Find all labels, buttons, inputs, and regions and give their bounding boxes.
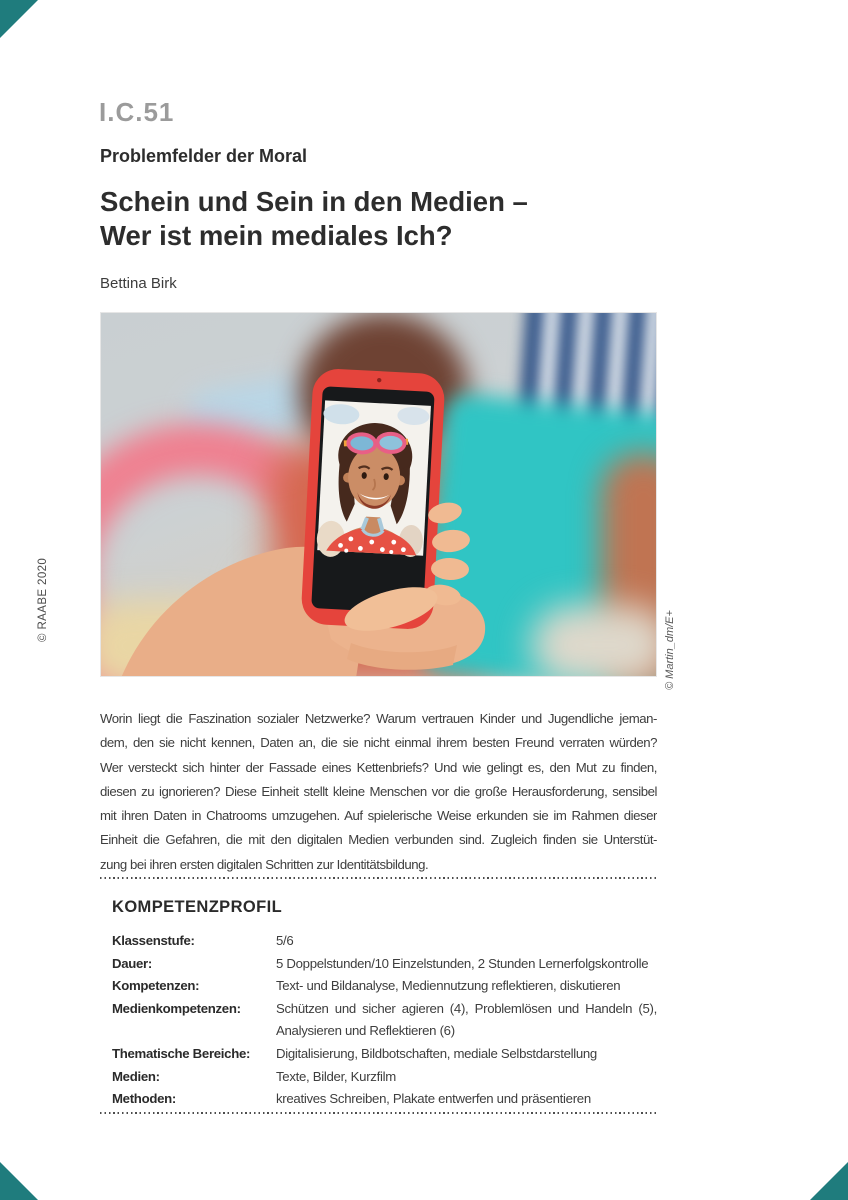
cover-photo	[100, 312, 657, 677]
table-row	[112, 1088, 657, 1111]
intro-paragraph	[100, 707, 657, 877]
row-value: 5 Doppelstunden/10 Einzelstunden, 2 Stunden Lernerfolgskontrolle	[276, 955, 649, 971]
intro-line: diesen zu ignorieren? Diese Einheit stellt kleine Menschen vor die große Herausforderung, sensibel	[100, 783, 657, 799]
row-label: Klassenstufe:	[112, 933, 195, 948]
row-value-line: Analysieren und Reflektieren (6)	[276, 1023, 455, 1039]
row-value	[276, 998, 657, 1043]
unit-code: I.C.51	[99, 97, 175, 127]
main-title	[100, 185, 528, 253]
competence-profile-table	[112, 930, 657, 1111]
table-row	[112, 975, 657, 998]
row-value: kreatives Schreiben, Plakate entwerfen und präsentieren	[276, 1091, 591, 1107]
row-label: Methoden:	[112, 1091, 176, 1107]
table-row	[112, 1066, 657, 1089]
intro-line: Wer versteckt sich hinter der Fassade eines Kettenbriefs? Und wie gelingt es, den Mut zu finden,	[100, 759, 657, 775]
intro-line: Einheit die Gefahren, die mit den digitalen Medien verbunden sind. Zugleich finden sie Unterstüt-	[100, 832, 657, 848]
author-name: Bettina Birk	[100, 275, 177, 292]
row-value: Texte, Bilder, Kurzfilm	[276, 1068, 396, 1084]
main-title-line1: Schein und Sein in den Medien –	[100, 186, 528, 217]
dotted-divider-top	[100, 877, 657, 879]
table-row	[112, 998, 657, 1043]
row-value: Digitalisierung, Bildbotschaften, mediale Selbstdarstellung	[276, 1045, 597, 1061]
intro-line: Worin liegt die Faszination sozialer Netzwerke? Warum vertrauen Kinder und Jugendliche jeman-	[100, 711, 657, 726]
row-label: Dauer:	[112, 955, 152, 971]
table-row	[112, 953, 657, 976]
row-value-line: Schützen und sicher agieren (4), Problemlösen und Handeln (5),	[276, 1000, 657, 1016]
competence-profile-heading: KOMPETENZPROFIL	[112, 898, 283, 916]
copyright-raabe: © RAABE 2020	[37, 557, 49, 642]
corner-triangle-bottom-right	[810, 1162, 848, 1200]
row-label: Medienkompetenzen:	[112, 1000, 241, 1016]
intro-line: mit ihren Daten in Chatrooms umzugehen. Auf spielerische Weise erkunden sie im Rahmen dieser	[100, 808, 657, 824]
intro-line: dem, den sie nicht kennen, Daten an, die sie nicht einmal ihrem besten Freund verraten würden?	[100, 735, 657, 751]
dotted-divider-bottom	[100, 1112, 657, 1114]
table-row	[112, 930, 657, 953]
photo-credit: © Martin_dm/E+	[664, 610, 676, 690]
intro-line: zung bei ihren ersten digitalen Schritten zur Identitätsbildung.	[100, 856, 429, 872]
row-label: Medien:	[112, 1068, 160, 1084]
series-title: Problemfelder der Moral	[100, 146, 308, 166]
corner-triangle-top-left	[0, 0, 38, 38]
row-label: Thematische Bereiche:	[112, 1045, 251, 1061]
row-value: 5/6	[276, 933, 294, 948]
table-row	[112, 1043, 657, 1066]
row-value: Text- und Bildanalyse, Mediennutzung reflektieren, diskutieren	[276, 978, 621, 994]
hand-phone-illustration	[101, 313, 657, 677]
main-title-line2: Wer ist mein mediales Ich?	[100, 220, 453, 251]
row-label: Kompetenzen:	[112, 978, 200, 994]
corner-triangle-bottom-left	[0, 1162, 38, 1200]
